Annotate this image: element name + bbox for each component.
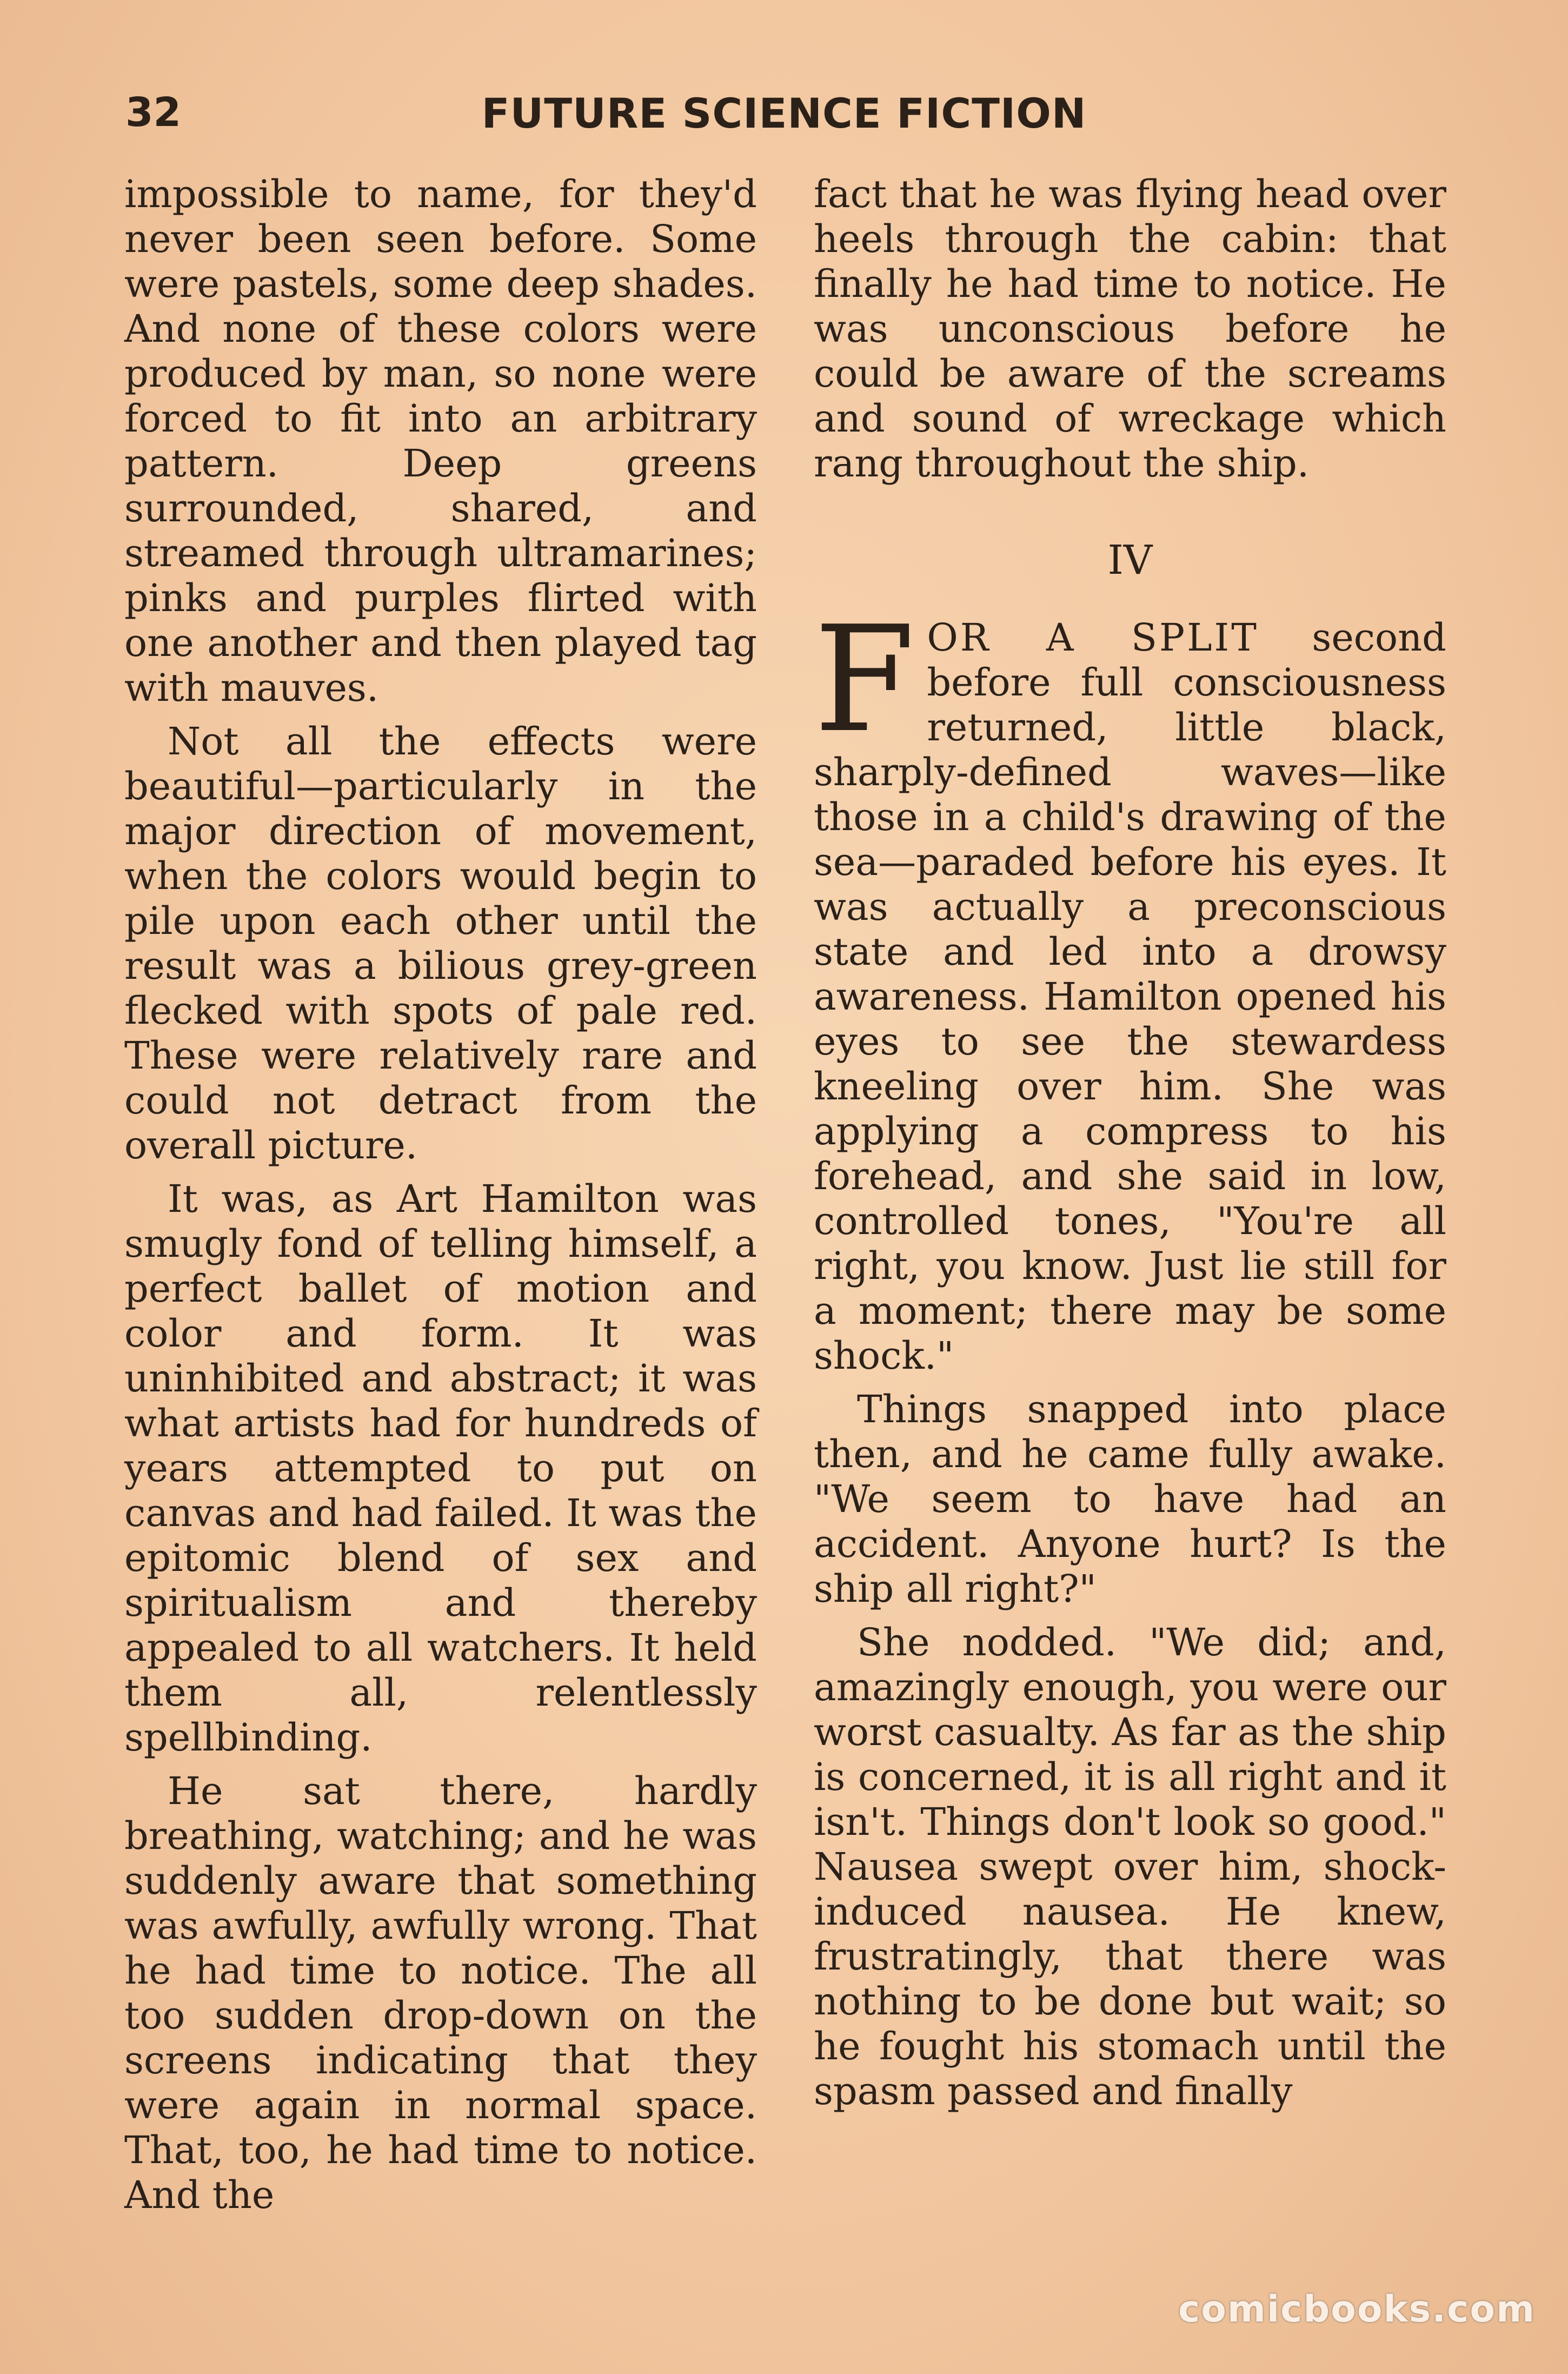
opening-caps: OR A SPLIT <box>927 615 1259 660</box>
left-column <box>124 172 757 2226</box>
opening-text: second before full consciousness returned, little black, sharply-defined waves—like those in a child's drawing of the sea—paraded before his eyes. It was actually a preconscious state and led into a drowsy awareness. Hamilton opened his eyes to see the stewardess kneeling over him. She was applying a compress to his forehead, and she said in low, controlled tones, "You're all right, you know. Just lie still for a moment; there may be some shock." <box>814 615 1446 1378</box>
running-head: FUTURE SCIENCE FICTION <box>481 89 1087 137</box>
section-heading: IV <box>1107 537 1153 583</box>
drop-cap: F <box>814 594 915 765</box>
paragraph: Things snapped into place then, and he came fully awake. "We seem to have had an accident. Anyone hurt? Is the ship all right?" <box>814 1387 1446 1611</box>
page-number: 32 <box>125 89 181 136</box>
paragraph: She nodded. "We did; and, amazingly enough, you were our worst casualty. As far as the ship is concerned, it is all right and it isn't. Things don't look so good." Nausea swept over him, shock-induced nausea. He knew, frustratingly, that there was nothing to be done but wait; so he fought his stomach until the spasm passed and finally <box>814 1620 1446 2113</box>
opening-paragraph <box>814 594 1446 1378</box>
paragraph: Not all the effects were beautiful—particularly in the major direction of movement, when the colors would begin to pile upon each other until the result was a bilious grey-green flecked with spots of pale red. These were relatively rare and could not detract from the overall picture. <box>124 719 757 1168</box>
paragraph: impossible to name, for they'd never been seen before. Some were pastels, some deep shades. And none of these colors were produced by man, so none were forced to fit into an arbitrary pattern. Deep greens surrounded, shared, and streamed through ultramarines; pinks and purples flirted with one another and then played tag with mauves. <box>124 172 757 710</box>
watermark: comicbooks.com <box>1178 2288 1536 2331</box>
paragraph: fact that he was flying head over heels through the cabin: that finally he had time to notice. He was unconscious before he could be aware of the screams and sound of wreckage which rang throughout the ship. <box>814 172 1446 486</box>
right-column <box>814 172 1446 2123</box>
paragraph: It was, as Art Hamilton was smugly fond of telling himself, a perfect ballet of motion and color and form. It was uninhibited and abstract; it was what artists had for hundreds of years attempted to put on canvas and had failed. It was the epitomic blend of sex and spiritualism and thereby appealed to all watchers. It held them all, relentlessly spellbinding. <box>124 1177 757 1760</box>
paragraph: He sat there, hardly breathing, watching; and he was suddenly aware that something was awfully, awfully wrong. That he had time to notice. The all too sudden drop-down on the screens indicating that they were again in normal space. That, too, he had time to notice. And the <box>124 1769 757 2217</box>
